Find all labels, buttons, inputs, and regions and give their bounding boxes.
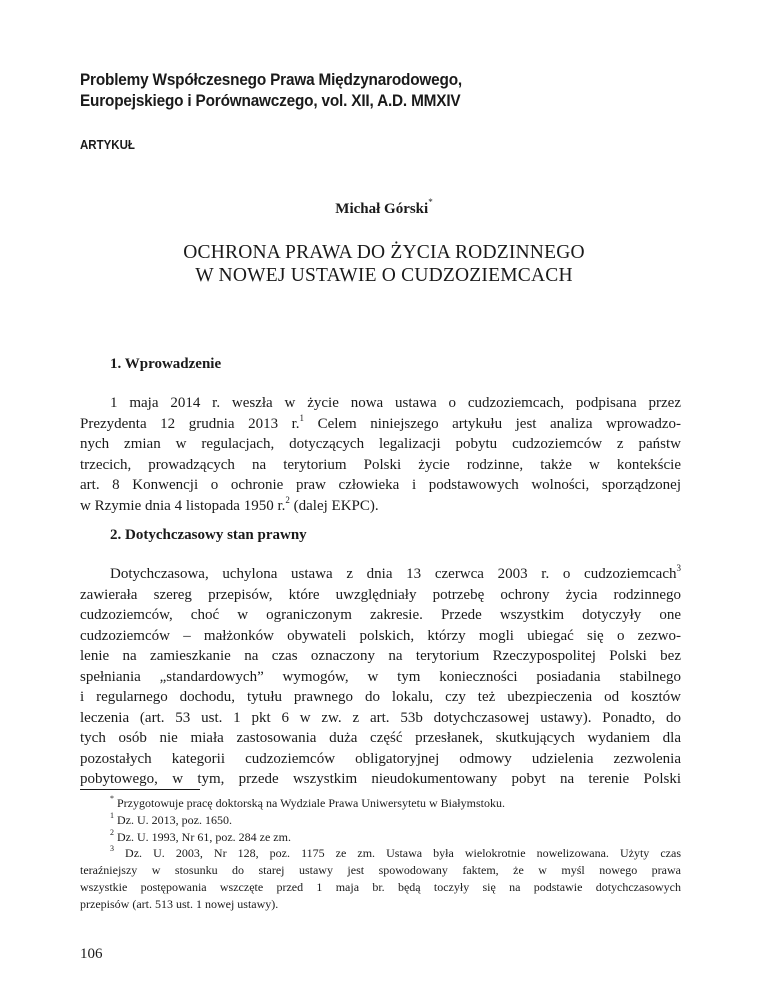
footnote: $^2$ Dz. U. 1993, Nr 61, poz. 284 ze zm.	[110, 827, 291, 844]
text-line: w Rzymie dnia 4 listopada 1950 r.$^2$ (dalej EKPC).	[80, 494, 379, 514]
article-title-line-1: OCHRONA PRAWA DO ŻYCIA RODZINNEGO	[183, 242, 585, 263]
text-line: leczenia (art. 53 ust. 1 pkt 6 w zw. z art. 53b dotychczasowej ustawy). Ponadto, do	[80, 709, 681, 726]
footnote-continuation: teraźniejszy w stosunku do starej ustawy jest spowodowany faktem, że w myśl nowego prawa	[80, 863, 681, 878]
text-line: trzecich, prowadzących na terytorium Polski życie rodzinne, także w kontekście	[80, 456, 681, 473]
text-line: cudzoziemców, choć w ograniczonym zakresie. Przede wszystkim dotyczyły one	[80, 607, 681, 623]
author-name	[0, 199, 768, 218]
paragraph-legal-status	[80, 564, 681, 790]
text-line: lenie na zamieszkanie na czas oznaczony na terytorium Rzeczypospolitej Polski bez	[80, 648, 681, 664]
section-label: ARTYKUŁ	[80, 138, 135, 152]
text-line: i regularnego dochodu, tytułu prawnego do lokalu, czy też ubezpieczenia od kosztów	[80, 689, 681, 705]
paragraph-introduction	[80, 393, 681, 516]
footnote-ref: 1	[299, 412, 305, 423]
text-line: tych osób nie miała zastosowania duża część przesłanek, skutkujących wydaniem dla	[80, 730, 681, 746]
footnote-ref: 2	[285, 494, 290, 505]
footnote-continuation: przepisów (art. 513 ust. 1 nowej ustawy).	[80, 896, 279, 911]
footnote: $^3$ Dz. U. 2003, Nr 128, poz. 1175 ze zm. Ustawa była wielokrotnie nowelizowana. Użyty czas	[110, 844, 681, 861]
text-line: 1 maja 2014 r. weszła w życie nowa ustawa o cudzoziemcach, podpisana przez	[110, 395, 681, 411]
journal-title-line-2: Europejskiego i Porównawczego, vol. XII, A.D. MMXIV	[80, 92, 461, 110]
article-title-line-2: W NOWEJ USTAWIE O CUDZOZIEMCACH	[195, 265, 573, 286]
section-heading-legal-status: 2. Dotychczasowy stan prawny	[110, 527, 307, 543]
text-line: zawierała szereg przepisów, które uwzględniały potrzebę ochrony życia rodzinnego	[80, 586, 681, 603]
page-number: 106	[80, 946, 103, 962]
footnote-ref: 3	[676, 563, 681, 573]
journal-title-line-1: Problemy Współczesnego Prawa Międzynarodowego,	[80, 71, 462, 89]
journal-header	[80, 70, 657, 112]
author-footnote-mark: *	[428, 197, 433, 207]
text-line: cudzoziemców – małżonków obywateli polskich, którzy mogli ubiegać się o zezwo-	[80, 627, 681, 644]
text-line: pobytowego, w tym, przede wszystkim nieudokumentowany pobyt na terenie Polski	[80, 771, 681, 787]
footnote-divider	[80, 789, 200, 790]
text-line: nych zmian w regulacjach, dotyczących legalizacji pobytu cudzoziemców z państw	[80, 436, 681, 452]
text-line: Prezydenta 12 grudnia 2013 r.$^1$ Celem niniejszego artykułu jest analiza wprowadzo-	[80, 412, 681, 432]
text-line: spełniania „standardowych” wymogów, w tym konieczności posiadania stabilnego	[80, 668, 681, 685]
footnote: $^1$ Dz. U. 2013, poz. 1650.	[110, 810, 232, 827]
article-title	[0, 241, 768, 287]
section-heading-introduction: 1. Wprowadzenie	[110, 356, 222, 372]
text-line: Dotychczasowa, uchylona ustawa z dnia 13 czerwca 2003 r. o cudzoziemcach$^3$	[110, 563, 681, 582]
author-text: Michał Górski	[335, 201, 429, 217]
footnote-continuation: wszystkie postępowania wszczęte przed 1 maja br. będą toczyły się na podstawie dotychczasowych	[80, 879, 681, 894]
text-line: art. 8 Konwencji o ochronie praw człowieka i podstawowych wolności, sporządzonej	[80, 477, 681, 493]
text-line: pozostałych kategorii cudzoziemców obligatoryjnej odmowy udzielenia zezwolenia	[80, 750, 681, 767]
footnote: * Przygotowuje pracę doktorską na Wydziale Prawa Uniwersytetu w Białymstoku.	[110, 794, 505, 810]
footnotes	[80, 795, 681, 913]
